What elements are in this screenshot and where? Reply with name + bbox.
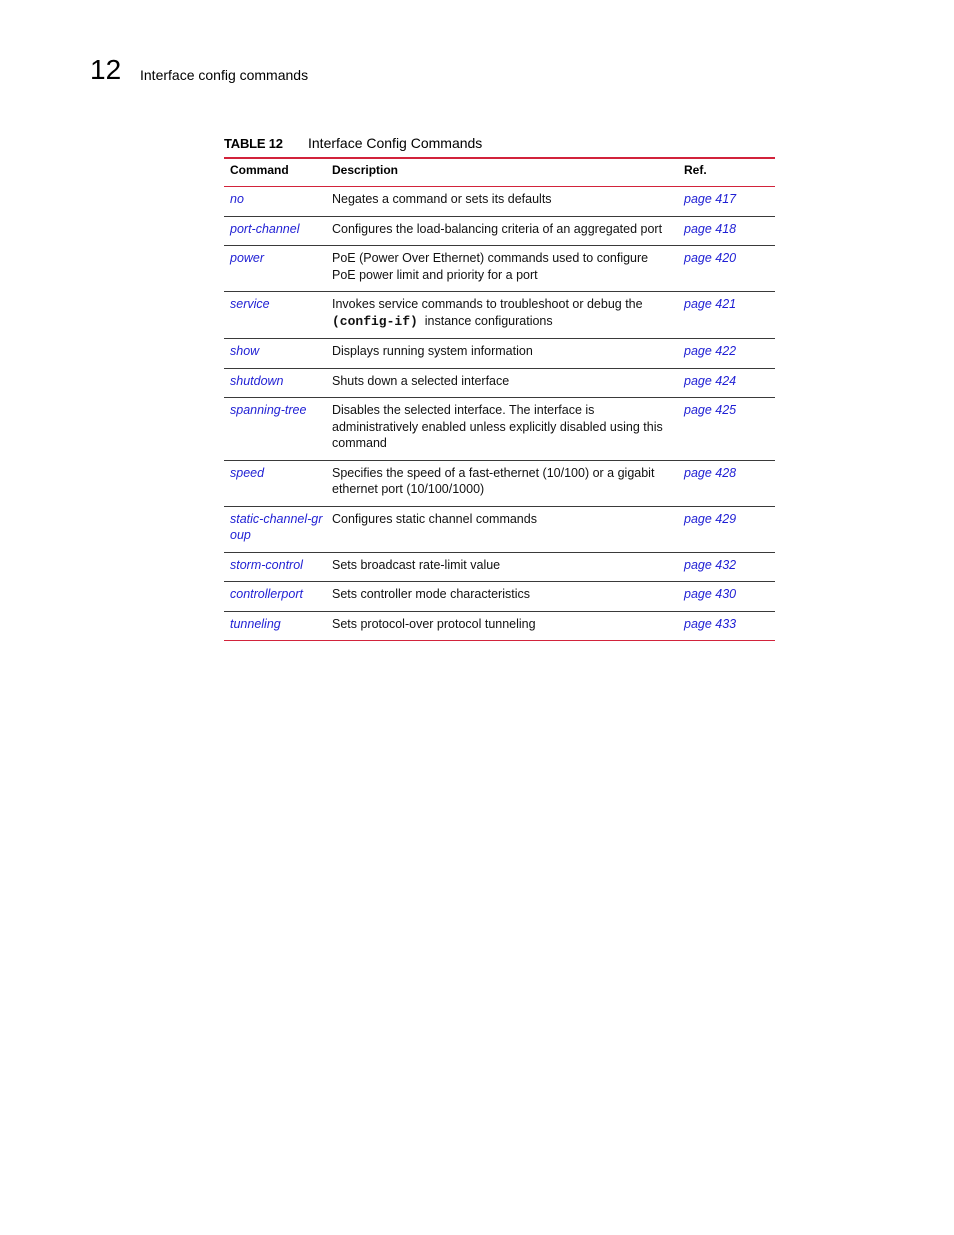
- table-row: [224, 398, 775, 461]
- command-link-spanning-tree[interactable]: spanning-tree: [224, 398, 326, 461]
- command-description: Sets broadcast rate-limit value: [326, 552, 678, 582]
- column-header-ref: Ref.: [684, 163, 707, 177]
- page-ref-link[interactable]: page 421: [678, 292, 775, 339]
- page-ref-link[interactable]: page 420: [678, 246, 775, 292]
- page-ref-link[interactable]: page 430: [678, 582, 775, 612]
- table-row: [224, 187, 775, 217]
- command-description: Specifies the speed of a fast-ethernet (10/100) or a gigabit ethernet port (10/100/1000): [326, 460, 678, 506]
- command-description: Disables the selected interface. The interface is administratively enabled unless explicitly disabled using this command: [326, 398, 678, 461]
- table-row: [224, 368, 775, 398]
- command-description: PoE (Power Over Ethernet) commands used to configure PoE power limit and priority for a port: [326, 246, 678, 292]
- column-header-command: Command: [230, 163, 289, 177]
- table-row: [224, 339, 775, 369]
- table-row: [224, 506, 775, 552]
- command-link-no[interactable]: no: [224, 187, 326, 217]
- description-text: instance configurations: [424, 313, 553, 328]
- table-row: [224, 216, 775, 246]
- column-header-description: Description: [332, 163, 399, 177]
- command-link-storm-control[interactable]: storm-control: [224, 552, 326, 582]
- command-link-shutdown[interactable]: shutdown: [224, 368, 326, 398]
- command-link-service[interactable]: service: [224, 292, 326, 339]
- page-ref-link[interactable]: page 418: [678, 216, 775, 246]
- command-description: Configures static channel commands: [326, 506, 678, 552]
- page-ref-link[interactable]: page 429: [678, 506, 775, 552]
- chapter-number: 12: [90, 54, 122, 85]
- command-link-power[interactable]: power: [224, 246, 326, 292]
- commands-table: [224, 157, 775, 641]
- page-ref-link[interactable]: page 422: [678, 339, 775, 369]
- table-label: TABLE 12: [224, 136, 283, 151]
- command-description: [326, 292, 678, 339]
- command-link-show[interactable]: show: [224, 339, 326, 369]
- table-row: [224, 582, 775, 612]
- command-link-controllerport[interactable]: controllerport: [224, 582, 326, 612]
- page-ref-link[interactable]: page 425: [678, 398, 775, 461]
- table-row: [224, 611, 775, 641]
- table-header-row: [224, 158, 775, 187]
- command-description: Negates a command or sets its defaults: [326, 187, 678, 217]
- description-text: Invokes service commands to troubleshoot or debug the: [332, 297, 643, 311]
- command-description: Displays running system information: [326, 339, 678, 369]
- page-ref-link[interactable]: page 424: [678, 368, 775, 398]
- command-description: Sets protocol-over protocol tunneling: [326, 611, 678, 641]
- table-row: [224, 292, 775, 339]
- table-row: [224, 552, 775, 582]
- table-row: [224, 460, 775, 506]
- table-caption: [224, 135, 775, 155]
- table-row: [224, 246, 775, 292]
- command-link-speed[interactable]: speed: [224, 460, 326, 506]
- page-ref-link[interactable]: page 417: [678, 187, 775, 217]
- table-title: Interface Config Commands: [308, 135, 483, 151]
- command-description: Sets controller mode characteristics: [326, 582, 678, 612]
- page-ref-link[interactable]: page 428: [678, 460, 775, 506]
- command-description: Shuts down a selected interface: [326, 368, 678, 398]
- page-ref-link[interactable]: page 432: [678, 552, 775, 582]
- config-if-code: (config-if): [332, 313, 418, 329]
- chapter-title: Interface config commands: [140, 67, 309, 83]
- command-link-port-channel[interactable]: port-channel: [224, 216, 326, 246]
- command-description: Configures the load-balancing criteria of an aggregated port: [326, 216, 678, 246]
- command-link-tunneling[interactable]: tunneling: [224, 611, 326, 641]
- command-link-static-channel-group[interactable]: static-channel-group: [224, 506, 326, 552]
- page-ref-link[interactable]: page 433: [678, 611, 775, 641]
